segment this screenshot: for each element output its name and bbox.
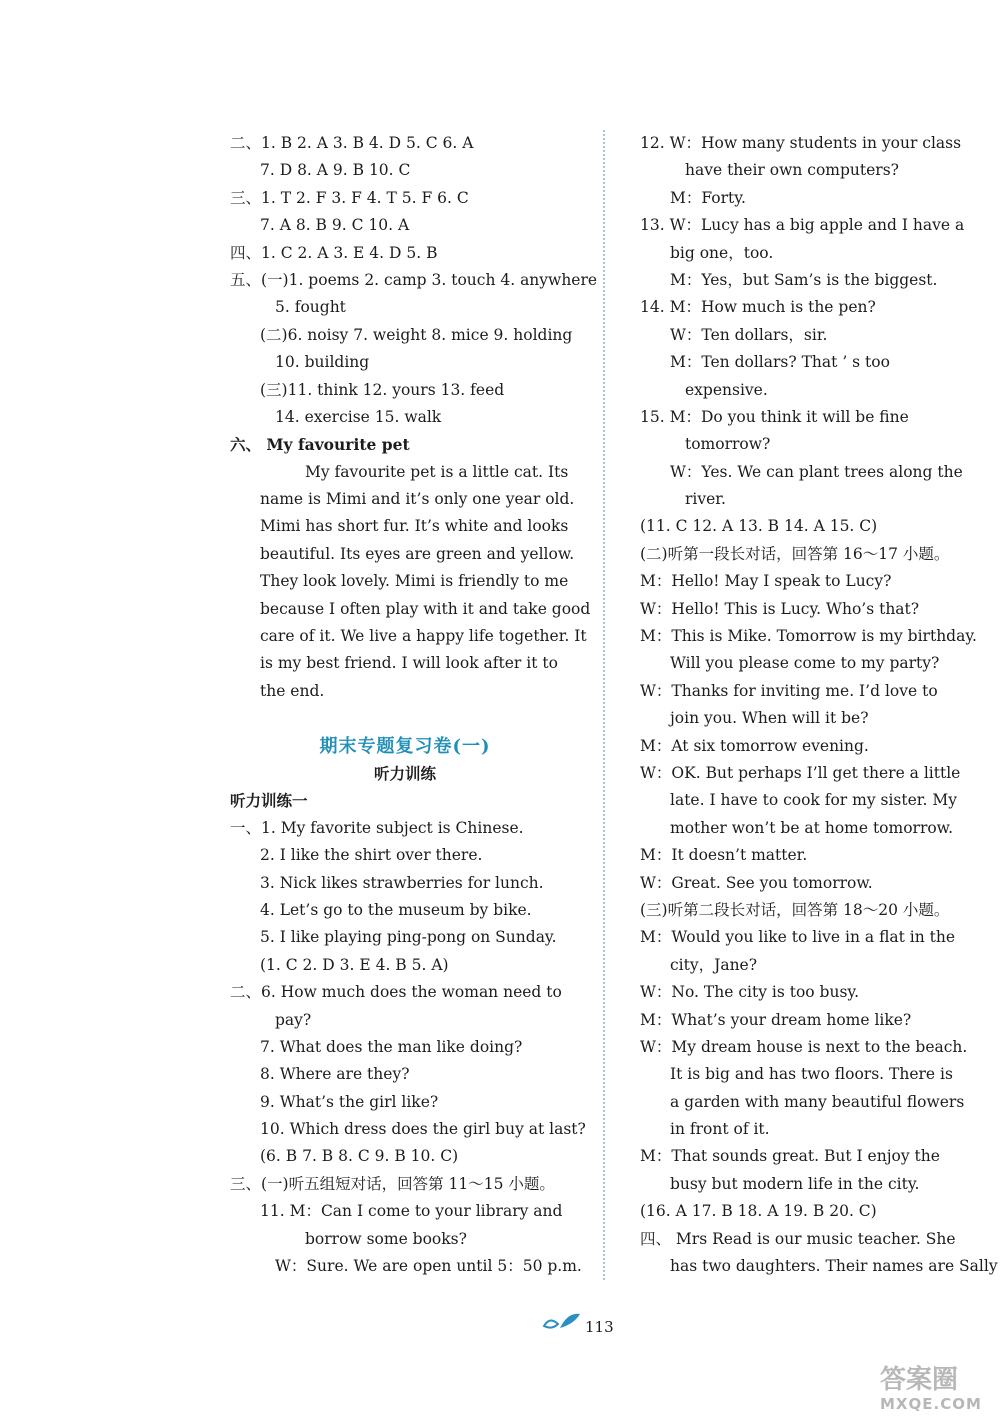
text-line: expensive. [685, 380, 768, 399]
text-line: big one，too. [670, 243, 774, 262]
text-line: 一、1. My favorite subject is Chinese. [230, 818, 524, 837]
text-line: 14. M：How much is the pen? [640, 298, 876, 317]
text-line: 二、6. How much does the woman need to [230, 983, 562, 1002]
text-line: M：Hello! May I speak to Lucy? [640, 572, 892, 591]
text-line: (16. A 17. B 18. A 19. B 20. C) [640, 1202, 877, 1221]
text-line: have their own computers? [685, 161, 899, 180]
text-line: 期末专题复习卷(一) [319, 735, 491, 757]
text-line: W：Great. See you tomorrow. [640, 873, 873, 892]
text-line: 5. I like playing ping-pong on Sunday. [260, 928, 557, 947]
text-line: (二)6. noisy 7. weight 8. mice 9. holding [260, 325, 573, 344]
text-line: 5. fought [275, 298, 346, 317]
text-line: is my best friend. I will look after it to [260, 654, 558, 673]
text-line: tomorrow? [685, 435, 771, 454]
text-line: M：This is Mike. Tomorrow is my birthday. [640, 627, 977, 646]
page-number: 113 [585, 1318, 614, 1336]
text-line: 10. building [275, 353, 370, 372]
text-line: (1. C 2. D 3. E 4. B 5. A) [260, 955, 449, 974]
text-line: 11. M：Can I come to your library and [260, 1202, 563, 1221]
text-line: 听力训练一 [230, 791, 308, 811]
text-line: Mimi has short fur. It’s white and looks [260, 517, 569, 536]
text-line: 四、 Mrs Read is our music teacher. She [640, 1229, 956, 1248]
text-line: 7. What does the man like doing? [260, 1037, 523, 1056]
text-line: join you. When will it be? [670, 709, 869, 728]
text-line: M：What’s your dream home like? [640, 1010, 912, 1029]
text-line: (三)11. think 12. yours 13. feed [260, 380, 505, 399]
watermark-line1: 答案圈 [880, 1365, 959, 1395]
text-line: 4. Let’s go to the museum by bike. [260, 900, 532, 919]
text-line: 7. D 8. A 9. B 10. C [260, 161, 411, 180]
text-line: M：Would you like to live in a flat in the [640, 928, 956, 947]
text-line: 14. exercise 15. walk [275, 407, 442, 426]
text-line: M：It doesn’t matter. [640, 846, 808, 865]
text-line: W：OK. But perhaps I’ll get there a little [640, 763, 961, 782]
text-line: 二、1. B 2. A 3. B 4. D 5. C 6. A [230, 134, 474, 152]
text-line: My favourite pet is a little cat. Its [305, 462, 569, 481]
text-line: beautiful. Its eyes are green and yellow. [260, 544, 575, 563]
text-line: city，Jane? [670, 955, 758, 974]
text-line: pay? [275, 1010, 312, 1029]
text-line: 五、(一)1. poems 2. camp 3. touch 4. anywhere [230, 270, 598, 289]
text-line: 2. I like the shirt over there. [260, 846, 483, 865]
text-line: (三)听第二段长对话，回答第 18～20 小题。 [640, 900, 950, 919]
text-line: 15. M：Do you think it will be fine [640, 407, 909, 426]
text-line: the end. [260, 681, 325, 700]
text-line: M：Ten dollars? That ’ s too [670, 353, 890, 372]
butterfly-logo-icon [540, 1310, 584, 1334]
text-line: name is Mimi and it’s only one year old. [260, 490, 575, 509]
text-line: mother won’t be at home tomorrow. [670, 818, 954, 837]
text-line: 六、 My favourite pet [230, 435, 410, 455]
text-line: W：My dream house is next to the beach. [640, 1037, 968, 1056]
text-line: busy but modern life in the city. [670, 1174, 920, 1193]
text-line: W：No. The city is too busy. [640, 983, 860, 1002]
text-line: M：Forty. [670, 188, 746, 207]
right-column [640, 130, 998, 1280]
text-line: W：Ten dollars，sir. [670, 325, 828, 344]
text-line: 8. Where are they? [260, 1065, 410, 1084]
text-line: W：Sure. We are open until 5：50 p.m. [275, 1257, 582, 1276]
text-line: M：That sounds great. But I enjoy the [640, 1147, 940, 1166]
text-line: in front of it. [670, 1120, 770, 1139]
text-line: 三、1. T 2. F 3. F 4. T 5. F 6. C [230, 188, 469, 207]
text-line: M：Yes，but Sam’s is the biggest. [670, 270, 938, 289]
text-line: They look lovely. Mimi is friendly to me [260, 572, 569, 591]
text-line: (11. C 12. A 13. B 14. A 15. C) [640, 517, 878, 536]
watermark-line2: MXQE.COM [880, 1395, 982, 1413]
text-line: 9. What’s the girl like? [260, 1092, 439, 1111]
text-line: late. I have to cook for my sister. My [670, 791, 957, 810]
text-line: Will you please come to my party? [670, 654, 940, 673]
text-line: W：Hello! This is Lucy. Who’s that? [640, 599, 920, 618]
text-line: care of it. We live a happy life together. It [260, 627, 587, 646]
text-line: W：Yes. We can plant trees along the [670, 462, 963, 481]
watermark [880, 1365, 995, 1413]
text-line: It is big and has two floors. There is [670, 1065, 953, 1084]
column-divider [603, 130, 605, 1280]
text-line: 7. A 8. B 9. C 10. A [260, 216, 410, 235]
text-line: 10. Which dress does the girl buy at last? [260, 1120, 586, 1139]
left-column [230, 130, 598, 1280]
text-line: W：Thanks for inviting me. I’d love to [640, 681, 938, 700]
text-line: 13. W：Lucy has a big apple and I have a [640, 216, 965, 235]
text-line: M：At six tomorrow evening. [640, 736, 869, 755]
text-line: has two daughters. Their names are Sally [670, 1257, 998, 1276]
text-line: 三、(一)听五组短对话，回答第 11～15 小题。 [230, 1174, 555, 1193]
text-line: because I often play with it and take good [260, 599, 591, 618]
text-line: 12. W：How many students in your class [640, 134, 962, 152]
text-line [230, 705, 580, 732]
text-line: river. [685, 490, 726, 509]
text-line: 四、1. C 2. A 3. E 4. D 5. B [230, 243, 438, 262]
text-line: 听力训练 [373, 763, 436, 783]
text-line: borrow some books? [305, 1229, 467, 1248]
text-line: a garden with many beautiful flowers [670, 1092, 965, 1111]
text-line: (二)听第一段长对话，回答第 16～17 小题。 [640, 544, 950, 563]
text-line: (6. B 7. B 8. C 9. B 10. C) [260, 1147, 459, 1166]
text-line: 3. Nick likes strawberries for lunch. [260, 873, 544, 892]
